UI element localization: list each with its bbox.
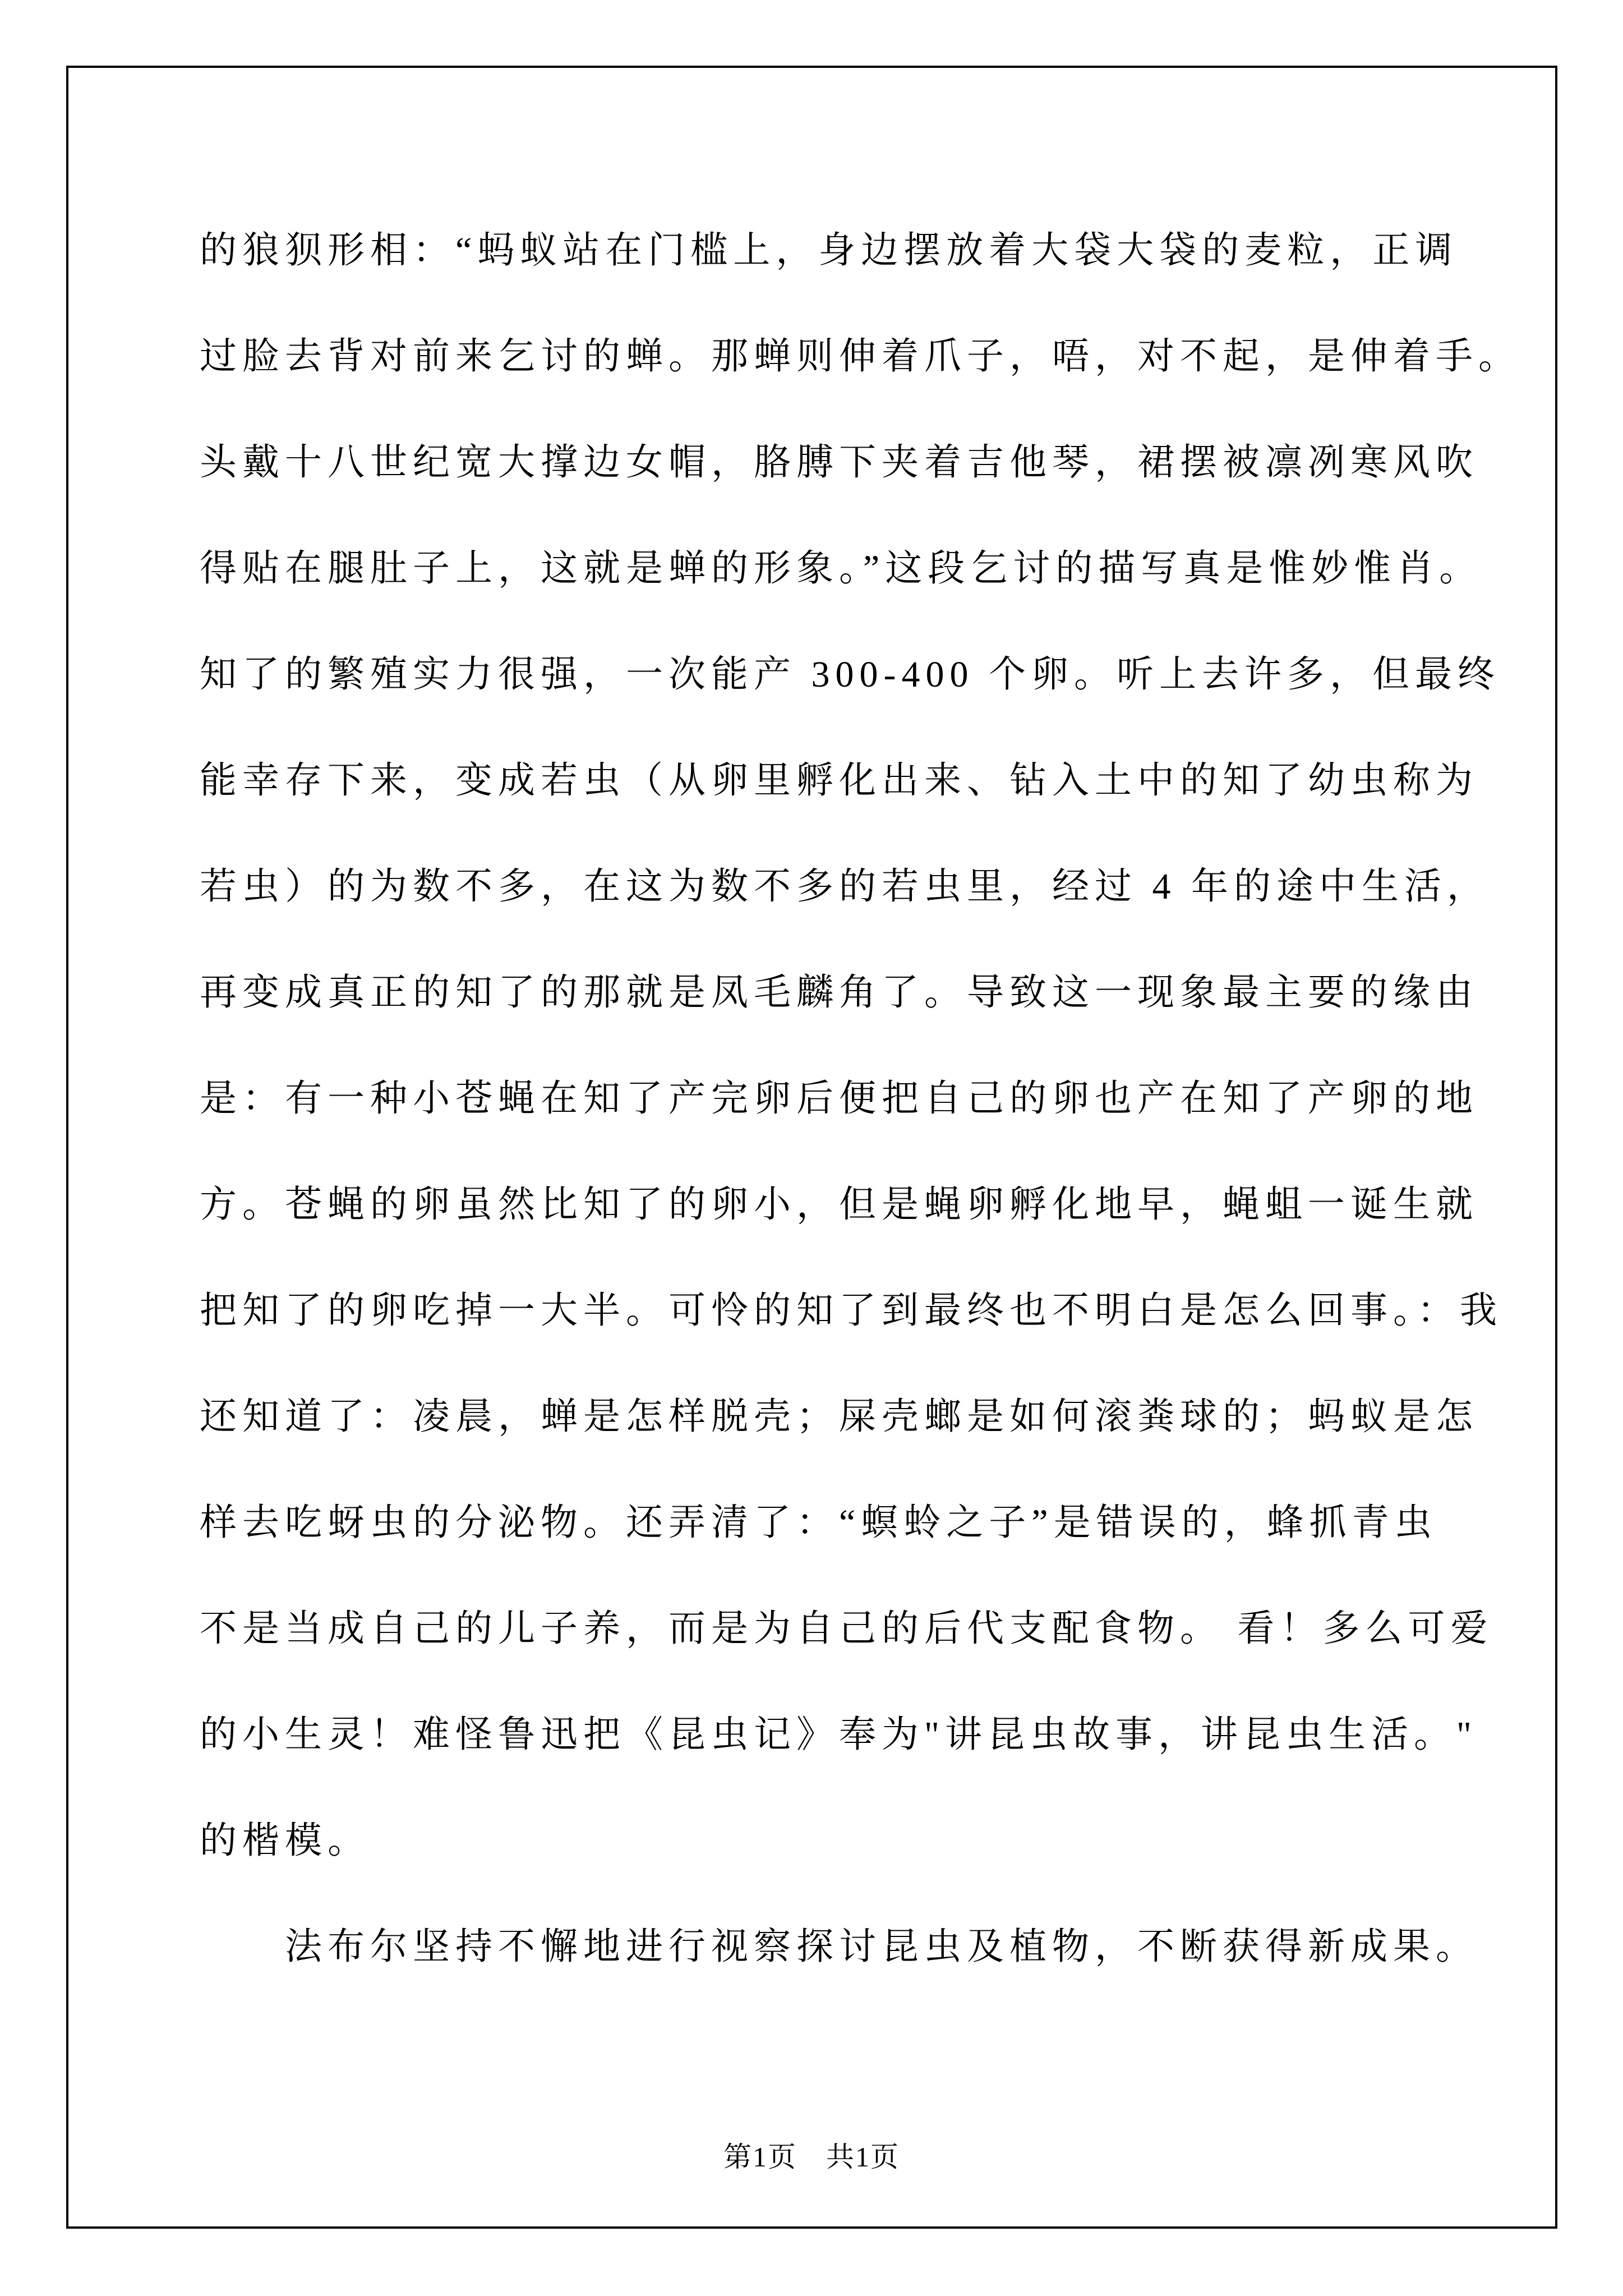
page-number: 第1页 共1页	[723, 2141, 900, 2173]
text-line: 方。苍蝇的卵虽然比知了的卵小，但是蝇卵孵化地早，蝇蛆一诞生就	[200, 1184, 1478, 1225]
text-line: 过脸去背对前来乞讨的蝉。那蝉则伸着爪子，唔，对不起，是伸着手。	[200, 336, 1521, 377]
text-line: 的狼狈形相：“蚂蚁站在门槛上，身边摆放着大袋大袋的麦粒，正调	[200, 230, 1458, 271]
text-line: 再变成真正的知了的那就是凤毛麟角了。导致这一现象最主要的缘由	[200, 972, 1478, 1013]
text-line: 的楷模。	[200, 1820, 370, 1861]
text-line: 不是当成自己的儿子养，而是为自己的后代支配食物。 看！多么可爱	[200, 1608, 1493, 1649]
text-line: 头戴十八世纪宽大撑边女帽，胳膊下夹着吉他琴，裙摆被凛冽寒风吹	[200, 442, 1478, 483]
text-line: 是：有一种小苍蝇在知了产完卵后便把自己的卵也产在知了产卵的地	[200, 1078, 1478, 1119]
text-block	[200, 197, 1521, 2000]
text-line: 的小生灵！难怪鲁迅把《昆虫记》奉为"讲昆虫故事，讲昆虫生活。"	[200, 1714, 1477, 1755]
text-line: 得贴在腿肚子上，这就是蝉的形象。”这段乞讨的描写真是惟妙惟肖。	[200, 548, 1482, 589]
text-line: 能幸存下来，变成若虫（从卵里孵化出来、钻入土中的知了幼虫称为	[200, 760, 1478, 801]
text-line: 若虫）的为数不多，在这为数不多的若虫里，经过 4 年的途中生活，	[200, 866, 1490, 907]
text-line: 样去吃蚜虫的分泌物。还弄清了：“螟蛉之子”是错误的，蜂抓青虫	[200, 1502, 1437, 1543]
text-line: 知了的繁殖实力很强，一次能产 300-400 个卵。听上去许多，但最终	[200, 654, 1500, 695]
text-line: 还知道了：凌晨，蝉是怎样脱壳；屎壳螂是如何滚粪球的；蚂蚁是怎	[200, 1396, 1478, 1437]
text-line: 把知了的卵吃掉一大半。可怜的知了到最终也不明白是怎么回事。：我	[200, 1290, 1502, 1331]
text-line: 法布尔坚持不懈地进行视察探讨昆虫及植物，不断获得新成果。	[285, 1926, 1478, 1967]
page-footer	[0, 2132, 1623, 2182]
